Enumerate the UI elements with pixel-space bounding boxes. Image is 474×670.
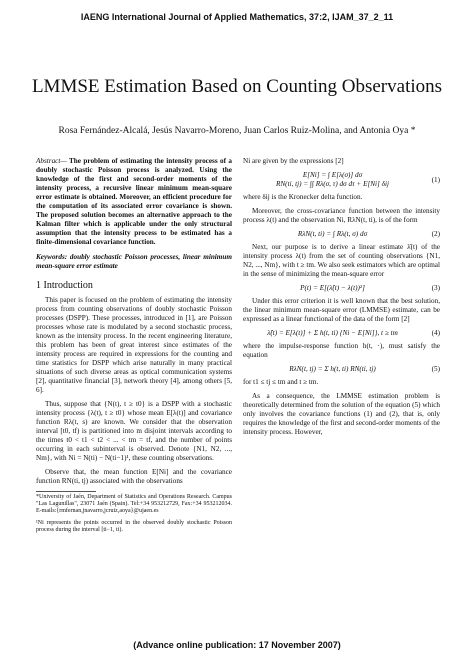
equation-number: (5) <box>431 365 440 373</box>
equation-number: (4) <box>431 329 440 337</box>
footnote-observation: ¹Ni represents the points occurred in the observed doubly stochastic Poisson process during the interval [ti−1, ti). <box>36 520 232 533</box>
section-heading-introduction: 1 Introduction <box>36 280 93 291</box>
paragraph: Next, our purpose is to derive a linear estimate λ̂(t) of the intensity process λ(t) from the set of counting observations {N1, N2, ..., Nm}, with t ≥ tm. We also seek estimators which are optimal in the sense of minimizing the mean-square error <box>243 243 440 278</box>
abstract-text: The problem of estimating the intensity process of a doubly stochastic Poisson process is analyzed. Using the knowledge of the first and second-order moments of the intensity process, a recursive linear minimum mean-square error estimate is obtained. Moreover, an efficient procedure for the computation of its associated error covariance is shown. The proposed solution becomes an alternative approach to the Kalman filter which is applicable under the only structural assumption that the intensity process to be estimated has a finite-dimensional covariance function. <box>36 157 232 246</box>
equation-5-body: RλN(t, tj) = Σ h(t, ti) RN(ti, tj) <box>289 365 376 373</box>
equation-4-body: λ̂(t) = E[λ(t)] + Σ h(t, ti) {Ni − E[Ni]}, t ≥ tm <box>267 329 398 337</box>
equation-1a: E[Ni] = ∫ E[λ(σ)] dσ <box>302 171 363 179</box>
equation-number: (2) <box>431 230 440 238</box>
equation-5 <box>243 365 440 374</box>
paragraph: As a consequence, the LMMSE estimation problem is theoretically determined from the solution of the equation (5) which only involves the covariance functions (1) and (2), that is, only requires the knowledge of the first and second-order moments of the intensity process. However, <box>243 392 440 436</box>
equation-1b: RN(ti, tj) = ∫∫ Rλ(σ, τ) dσ dτ + E[Ni] δij <box>276 180 389 188</box>
equation-number: (3) <box>431 284 440 292</box>
equation-2 <box>243 230 440 239</box>
right-column <box>243 157 440 442</box>
publication-footer: (Advance online publication: 17 November 2007) <box>133 640 341 650</box>
author-list: Rosa Fernández-Alcalá, Jesús Navarro-Moreno, Juan Carlos Ruiz-Molina, and Antonia Oya * <box>58 126 416 136</box>
journal-header: IAENG International Journal of Applied Mathematics, 37:2, IJAM_37_2_11 <box>80 12 394 22</box>
abstract-label: Abstract— <box>36 157 67 165</box>
paragraph: Moreover, the cross-covariance function between the intensity process λ(t) and the observation Ni, RλN(t, ti), is of the form <box>243 207 440 224</box>
paragraph: where the impulse-response function h(t, ·), must satisfy the equation <box>243 342 440 359</box>
paragraph: This paper is focused on the problem of estimating the intensity process from counting observations of doubly stochastic Poisson processes (DSPP). These processes, introduced in [1], are Poisson processes whose rate is modulated by a second stochastic process, known as the intensity process. In the recent engineering literature, this problem has been of great interest since estimates of the intensity process are required in expressions for the counting and time statistics for DSPP which arise naturally in many practical situations of such diverse areas as optical communication systems [2], quantitative financial [3], network theory [4], among others [5, 6]. <box>36 296 232 394</box>
paragraph: Thus, suppose that {N(t), t ≥ t0} is a DSPP with a stochastic intensity process {λ(t), t ≥ t0} whose mean E[λ(t)] and covariance function Rλ(t, s) are known. We consider that the observation interval [t0, tf) is partitioned into m disjoint intervals according to the times t0 < t1 < t2 < ... < tm = tf, and the number of points occurring in each subinterval is observed. Denote {N1, N2, ..., Nm}, with Ni = N(ti) − N(ti−1)¹, these counting observations. <box>36 400 232 462</box>
paper-title: LMMSE Estimation Based on Counting Observations <box>31 76 443 97</box>
paragraph: Ni are given by the expressions [2] <box>243 157 344 165</box>
equation-3-body: P(t) = E[(λ̂(t) − λ(t))²] <box>300 284 365 292</box>
paragraph: where δij is the Kronecker delta function. <box>243 193 363 201</box>
abstract <box>36 157 232 247</box>
equation-number: (1) <box>431 176 440 184</box>
equation-3 <box>243 284 440 293</box>
footnote-affiliation: *University of Jaén, Department of Statistics and Operations Research. Campus "Las Lagunillas", 23071 Jaén (Spain). Tel:+34 953212729, Fax:+34 953212034. E-mails:{rmfernan,jnavarro,jcruiz,aoya}@ujaen.es <box>36 494 232 514</box>
keywords: Keywords: doubly stochastic Poisson processes, linear minimum mean-square error estimate <box>36 253 232 270</box>
equation-1 <box>243 171 440 189</box>
paragraph: Under this error criterion it is well known that the best solution, the linear minimum mean-square error (LMMSE) estimate, can be expressed as a linear functional of the data of the form [2] <box>243 297 440 323</box>
left-column <box>36 157 232 539</box>
paragraph: Observe that, the mean function E[Ni] and the covariance function RN(ti, tj) associated with the observations <box>36 468 232 485</box>
paragraph: for t1 ≤ tj ≤ tm and t ≥ tm. <box>243 378 319 386</box>
equation-4 <box>243 329 440 338</box>
equation-2-body: RλN(t, ti) = ∫ Rλ(t, σ) dσ <box>297 230 368 238</box>
